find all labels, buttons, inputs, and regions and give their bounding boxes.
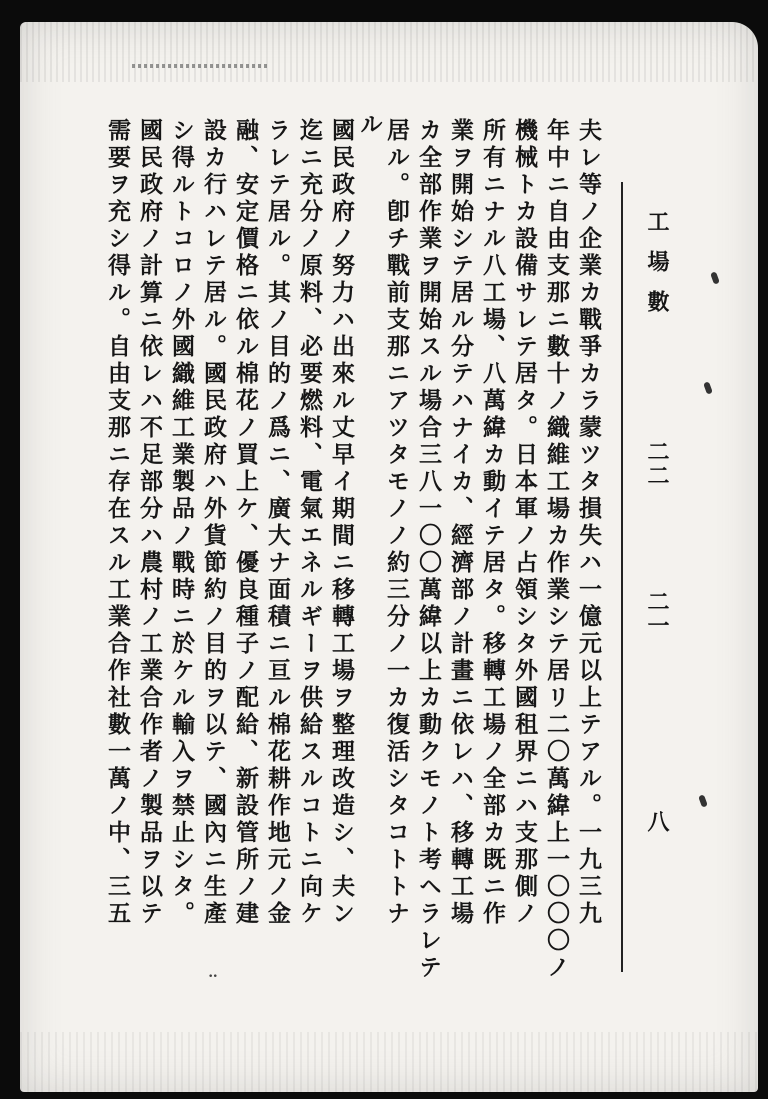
- header-volume: 二二: [644, 440, 670, 488]
- text-column: 所有ニナル八工場、八萬緯カ動イテ居タ。移轉工場ノ全部カ既ニ作: [479, 118, 506, 928]
- text-column: ル: [356, 112, 383, 139]
- text-column: シ得ルトコロノ外國織維工業製品ノ戰時ニ於ケル輸入ヲ禁止シタ。: [168, 118, 195, 928]
- text-column: 居ル。卽チ戰前支那ニアツタモノノ約三分ノ一カ復活シタコトトナ: [383, 118, 410, 928]
- header-rule: [621, 182, 623, 972]
- text-column: 年中ニ自由支那ニ數十ノ織維工場カ作業シテ居リ二〇萬緯上一〇〇〇ノ: [543, 118, 570, 982]
- text-column: 設カ行ハレテ居ル。國民政府ハ外貨節約ノ目的ヲ以テ、國內ニ生產: [200, 118, 227, 928]
- page-edge-texture: [20, 1032, 758, 1092]
- text-column: カ全部作業ヲ開始スル場合三八一〇〇萬緯以上カ動クモノト考ヘラレテ: [415, 118, 442, 982]
- text-column: 業ヲ開始シテ居ル分テハナイカ、經濟部ノ計畫ニ依レハ、移轉工場: [447, 118, 474, 928]
- page-edge-texture: [20, 22, 758, 82]
- print-noise-line: [132, 64, 267, 68]
- text-column: 融、安定價格ニ依ル棉花ノ買上ケ、優良種子ノ配給、新設管所ノ建: [232, 118, 259, 928]
- text-column: 需要ヲ充シ得ル。自由支那ニ存在スル工業合作社數一萬ノ中、三五: [104, 118, 131, 928]
- text-column: 機械トカ設備サレテ居タ。日本軍ノ占領シタ外國租界ニハ支那側ノ: [511, 118, 538, 928]
- text-column: 夫レ等ノ企業カ戰爭カラ蒙ツタ損失ハ一億元以上テアル。一九三九: [575, 118, 602, 928]
- text-column: 迄ニ充分ノ原料、必要燃料、電氣エネルギーヲ供給スルコトニ向ケ: [296, 118, 323, 928]
- text-column: 國民政府ノ努力ハ出來ル丈早イ期間ニ移轉工場ヲ整理改造シ、夫ン: [328, 118, 355, 928]
- page-header-title: 工場數: [644, 210, 670, 330]
- text-column: 國民政府ノ計算ニ依レハ不足部分ハ農村ノ工業合作者ノ製品ヲ以テ: [136, 118, 163, 928]
- text-column: ラレテ居ル。其ノ目的ノ爲ニ、廣大ナ面積ニ亘ル棉花耕作地元ノ金: [264, 118, 291, 928]
- page-number: 八: [644, 810, 670, 834]
- footer-mark: ‥: [205, 965, 221, 983]
- header-issue: 二一: [644, 590, 670, 638]
